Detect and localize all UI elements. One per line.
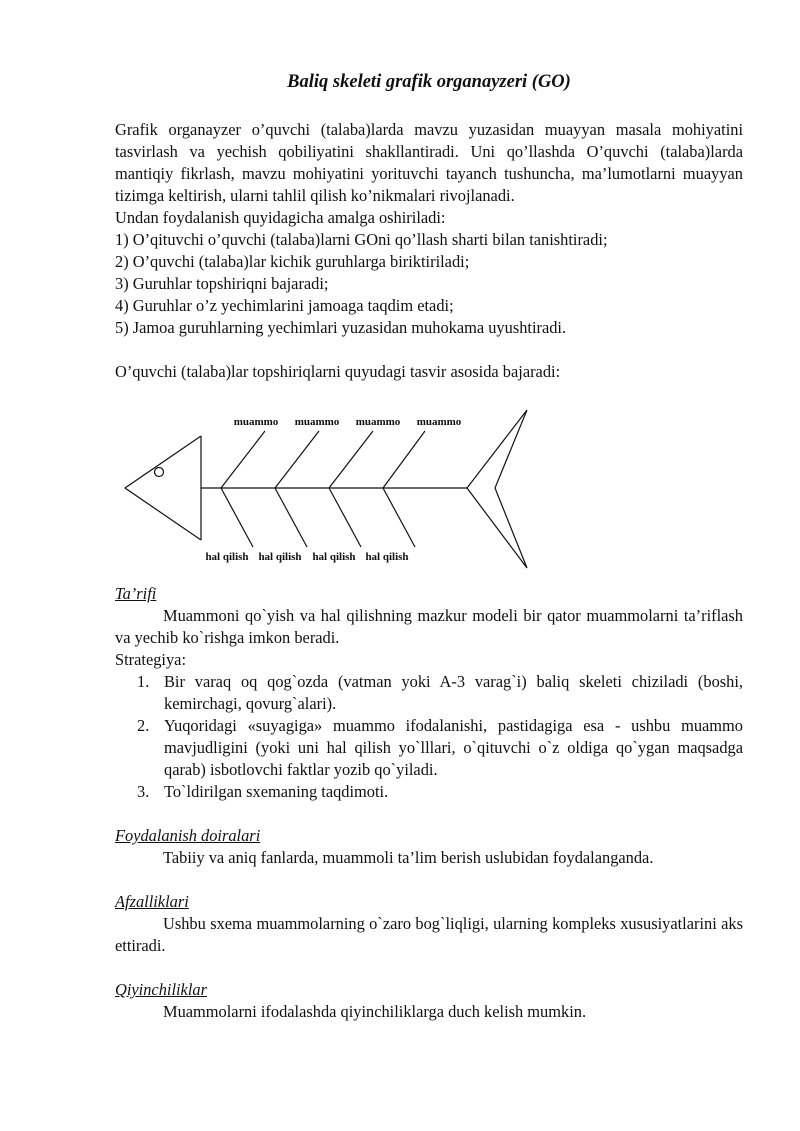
solution-label: hal qilish bbox=[365, 551, 409, 563]
document-title: Baliq skeleti grafik organayzeri (GO) bbox=[287, 72, 571, 92]
solution-label: hal qilish bbox=[258, 551, 302, 563]
strategy-item bbox=[115, 671, 743, 715]
advantages-heading: Afzalliklari bbox=[115, 892, 189, 911]
problem-label: muammo bbox=[294, 416, 340, 428]
advantages-text: Ushbu sxema muammolarning o`zaro bog`liqligi, ularning kompleks xususiyatlarini aks ettiradi. bbox=[115, 914, 743, 955]
fish-head bbox=[125, 436, 201, 540]
strategy-item-text: To`ldirilgan sxemaning taqdimoti. bbox=[164, 782, 389, 801]
step-item: 4) Guruhlar o’z yechimlarini jamoaga taqdim etadi; bbox=[115, 296, 454, 315]
intro-paragraph: Grafik organayzer o’quvchi (talaba)larda mavzu yuzasidan muayyan masala mohiyatini tasvirlash va yechish qobiliyatini shakllantiradi. Uni qo’llashda O’quvchi (talaba)larda mantiqiy fikrlash, mavzu mohiyatini yorituvchi tayanch tushuncha, ma’lumotlarni muayyan tizimga keltirish, ularni tahlil qilish ko’nikmalari rivojlanadi. bbox=[115, 120, 743, 205]
strategy-item-number: 2. bbox=[137, 716, 150, 735]
scope-text: Tabiiy va aniq fanlarda, muammoli ta’lim berish uslubidan foydalanganda. bbox=[163, 848, 654, 867]
strategy-item-number: 1. bbox=[137, 672, 150, 691]
problem-label: muammo bbox=[355, 416, 401, 428]
upper-rib bbox=[275, 431, 319, 488]
strategy-item-text: Bir varaq oq qog`ozda (vatman yoki A-3 varag`i) baliq skeleti chiziladi (boshi, kemirchagi, qovurg`alari). bbox=[164, 672, 743, 713]
solution-label: hal qilish bbox=[312, 551, 356, 563]
upper-rib bbox=[221, 431, 265, 488]
task-line: O’quvchi (talaba)lar topshiriqlarni quyudagi tasvir asosida bajaradi: bbox=[115, 362, 561, 381]
fishbone-svg bbox=[115, 383, 743, 583]
fishbone-diagram bbox=[115, 383, 743, 583]
fish-tail bbox=[467, 410, 527, 568]
document-page bbox=[115, 72, 743, 1023]
problem-label: muammo bbox=[233, 416, 279, 428]
solution-label: hal qilish bbox=[205, 551, 249, 563]
difficulties-heading: Qiyinchiliklar bbox=[115, 980, 207, 999]
lower-rib bbox=[329, 488, 361, 547]
strategy-item bbox=[115, 715, 743, 781]
upper-rib bbox=[329, 431, 373, 488]
step-item: 5) Jamoa guruhlarning yechimlari yuzasidan muhokama uyushtiradi. bbox=[115, 318, 567, 337]
scope-heading: Foydalanish doiralari bbox=[115, 826, 261, 845]
strategy-item bbox=[115, 781, 743, 803]
difficulties-text: Muammolarni ifodalashda qiyinchiliklarga duch kelish mumkin. bbox=[163, 1002, 587, 1021]
upper-rib bbox=[383, 431, 425, 488]
strategy-item-number: 3. bbox=[137, 782, 150, 801]
step-item: 2) O’quvchi (talaba)lar kichik guruhlarga biriktiriladi; bbox=[115, 252, 470, 271]
definition-text: Muammoni qo`yish va hal qilishning mazkur modeli bir qator muammolarni ta’riflash va yechib ko`rishga imkon beradi. bbox=[115, 606, 743, 647]
lower-rib bbox=[383, 488, 415, 547]
strategy-item-text: Yuqoridagi «suyagiga» muammo ifodalanishi, pastidagiga esa - ushbu muammo mavjudligini (yoki uni hal qilish yo`lllari, o`qituvchi o`z oldiga qo`ygan maqsadga qarab) isbotlovchi faktlar yozib qo`yiladi. bbox=[164, 716, 743, 779]
lower-rib bbox=[221, 488, 253, 547]
strategy-list bbox=[115, 671, 743, 803]
strategy-heading: Strategiya: bbox=[115, 650, 187, 669]
fish-eye bbox=[155, 468, 164, 477]
step-item: 1) O’qituvchi o’quvchi (talaba)larni GOni qo’llash sharti bilan tanishtiradi; bbox=[115, 230, 608, 249]
usage-lead: Undan foydalanish quyidagicha amalga oshiriladi: bbox=[115, 208, 446, 227]
definition-heading: Ta’rifi bbox=[115, 584, 157, 603]
lower-rib bbox=[275, 488, 307, 547]
problem-label: muammo bbox=[416, 416, 462, 428]
step-item: 3) Guruhlar topshiriqni bajaradi; bbox=[115, 274, 329, 293]
